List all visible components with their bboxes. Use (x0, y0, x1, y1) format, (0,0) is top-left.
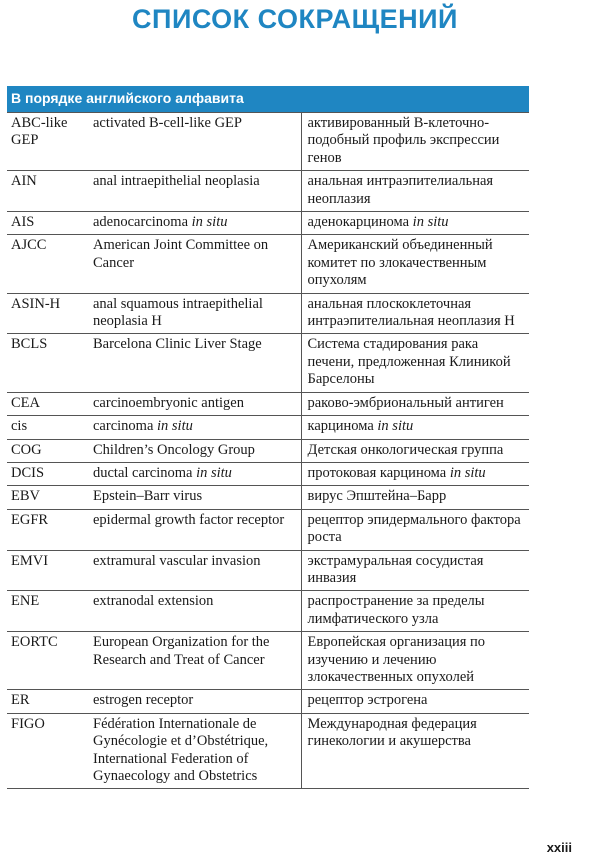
russian-term-cell (301, 439, 529, 462)
abbreviation-cell (7, 486, 91, 509)
russian-term-cell (301, 113, 529, 171)
table-row (7, 334, 529, 392)
english-term-cell-text: extranodal extension (93, 593, 214, 610)
english-term-cell (91, 713, 301, 789)
russian-term-cell-italic: in situ (412, 214, 449, 231)
russian-term-cell-text: аденокарцинома (307, 214, 410, 231)
russian-term-cell-text: экстрамуральная сосудистая инвазия (307, 552, 484, 586)
russian-term-cell-text: Американский объединенный комитет по злокачественным опухолям (307, 237, 493, 289)
russian-term-cell-text: анальная плоскоклеточная интраэпителиальная неоплазия H (307, 295, 515, 330)
russian-term-cell (301, 171, 529, 212)
abbreviation-cell (7, 293, 91, 334)
english-term-cell (91, 550, 301, 591)
abbreviation-cell (7, 235, 91, 293)
english-term-cell (91, 462, 301, 485)
russian-term-cell-text: Система стадирования рака печени, предложенная Клиникой Барселоны (307, 336, 511, 388)
table-row (7, 632, 529, 690)
english-term-cell-text: carcinoembryonic antigen (93, 394, 244, 411)
russian-term-cell (301, 509, 529, 550)
section-header: В порядке английского алфавита (7, 86, 529, 113)
english-term-cell-text: Children’s Oncology Group (93, 441, 255, 458)
english-term-cell (91, 486, 301, 509)
russian-term-cell-text: Детская онкологическая группа (307, 441, 504, 458)
russian-term-cell (301, 591, 529, 632)
abbreviation-cell-text: FIGO (11, 715, 45, 732)
english-term-cell-text: ductal carcinoma (93, 464, 193, 481)
russian-term-cell (301, 293, 529, 334)
table-row (7, 509, 529, 550)
english-term-cell-italic: in situ (196, 464, 232, 481)
english-term-cell-italic: in situ (191, 214, 228, 231)
english-term-cell-text: extramural vascular invasion (93, 552, 261, 569)
russian-term-cell (301, 690, 529, 713)
abbreviation-cell-text: ABC-like GEP (11, 115, 68, 149)
russian-term-cell (301, 392, 529, 415)
abbreviation-cell (7, 392, 91, 415)
english-term-cell (91, 509, 301, 550)
english-term-cell (91, 171, 301, 212)
english-term-cell (91, 113, 301, 171)
russian-term-cell-text: раково-эмбриональный антиген (307, 394, 504, 411)
table-row (7, 235, 529, 293)
english-term-cell-text: European Organization for the Research and Treat of Cancer (93, 634, 270, 668)
page-title: СПИСОК СОКРАЩЕНИЙ (132, 4, 458, 34)
english-term-cell-text: adenocarcinoma (93, 214, 189, 231)
english-term-cell-text: Fédération Internationale de Gynécologie et d’Obstétrique, International Federation of Gynaecology and Obstetrics (93, 715, 269, 784)
abbreviation-cell (7, 462, 91, 485)
russian-term-cell (301, 713, 529, 789)
russian-term-cell (301, 416, 529, 439)
russian-term-cell-text: рецептор эстрогена (307, 692, 428, 709)
english-term-cell (91, 416, 301, 439)
russian-term-cell-text: анальная интраэпителиальная неоплазия (307, 173, 494, 207)
table-row (7, 171, 529, 212)
table-row (7, 690, 529, 713)
abbreviation-cell-text: DCIS (11, 464, 45, 481)
english-term-cell (91, 212, 301, 235)
russian-term-cell-italic: in situ (449, 464, 486, 481)
page-number: xxiii (546, 840, 572, 855)
english-term-cell-text: Barcelona Clinic Liver Stage (93, 336, 262, 353)
table-row (7, 713, 529, 789)
table-row (7, 550, 529, 591)
abbreviation-cell-text: ASIN-H (11, 295, 61, 312)
russian-term-cell (301, 486, 529, 509)
table-row (7, 591, 529, 632)
english-term-cell (91, 632, 301, 690)
english-term-cell (91, 392, 301, 415)
russian-term-cell (301, 462, 529, 485)
russian-term-cell-text: Европейская организация по изучению и лечению злокачественных опухолей (307, 634, 486, 685)
table-row (7, 392, 529, 415)
english-term-cell (91, 690, 301, 713)
section-header-row (7, 86, 529, 113)
abbreviation-cell-text: COG (11, 441, 42, 458)
english-term-cell-text: American Joint Committee on Cancer (93, 237, 269, 271)
english-term-cell (91, 235, 301, 293)
abbreviation-cell-text: EORTC (11, 634, 58, 651)
english-term-cell (91, 334, 301, 392)
abbreviation-cell-text: EGFR (11, 511, 49, 528)
abbreviation-cell (7, 212, 91, 235)
english-term-cell-text: estrogen receptor (93, 692, 194, 709)
table-row (7, 486, 529, 509)
table-row (7, 462, 529, 485)
english-term-cell-text: epidermal growth factor receptor (93, 511, 285, 528)
abbreviation-cell-text: BCLS (11, 336, 48, 353)
table-row (7, 212, 529, 235)
russian-term-cell-text: Международная федерация гинекологии и акушерства (307, 715, 477, 750)
table-row (7, 293, 529, 334)
abbreviation-cell-text: cis (11, 418, 28, 435)
russian-term-cell-text: карцинома (307, 418, 374, 435)
english-term-cell (91, 591, 301, 632)
english-term-cell-text: Epstein–Barr virus (93, 488, 203, 505)
russian-term-cell (301, 212, 529, 235)
english-term-cell-text: anal squamous intraepithelial neoplasia H (93, 295, 263, 330)
abbreviation-cell (7, 171, 91, 212)
english-term-cell-text: anal intraepithelial neoplasia (93, 173, 260, 190)
abbreviation-cell-text: AIN (11, 173, 37, 190)
abbreviation-cell (7, 591, 91, 632)
abbreviation-cell (7, 690, 91, 713)
abbreviation-cell (7, 113, 91, 171)
abbreviation-cell-text: EBV (11, 488, 40, 505)
english-term-cell-italic: in situ (157, 418, 193, 435)
abbreviation-cell (7, 713, 91, 789)
russian-term-cell-text: активированный В-клеточно-подобный профиль экспрессии генов (307, 115, 500, 166)
table-row (7, 439, 529, 462)
table-row (7, 416, 529, 439)
russian-term-cell (301, 550, 529, 591)
abbreviation-cell (7, 334, 91, 392)
abbreviation-cell (7, 416, 91, 439)
abbreviation-cell-text: ENE (11, 593, 40, 610)
russian-term-cell-text: вирус Эпштейна–Барр (307, 488, 447, 505)
abbreviation-cell-text: CEA (11, 394, 40, 411)
abbreviation-cell-text: EMVI (11, 552, 49, 569)
abbreviation-cell-text: ER (11, 692, 30, 709)
russian-term-cell-italic: in situ (377, 418, 414, 435)
abbreviation-cell-text: AJCC (11, 237, 47, 254)
russian-term-cell (301, 334, 529, 392)
english-term-cell-text: activated B-cell-like GEP (93, 115, 242, 131)
abbreviation-cell (7, 632, 91, 690)
abbreviation-cell (7, 550, 91, 591)
abbreviation-cell (7, 439, 91, 462)
english-term-cell (91, 293, 301, 334)
russian-term-cell-text: рецептор эпидермального фактора роста (307, 511, 521, 546)
table-row (7, 113, 529, 171)
russian-term-cell (301, 632, 529, 690)
english-term-cell (91, 439, 301, 462)
abbreviation-cell (7, 509, 91, 550)
english-term-cell-text: carcinoma (93, 418, 154, 435)
russian-term-cell-text: распространение за пределы лимфатического узла (307, 593, 485, 627)
abbreviation-cell-text: AIS (11, 214, 35, 231)
russian-term-cell-text: протоковая карцинома (307, 464, 447, 481)
russian-term-cell (301, 235, 529, 293)
abbreviations-table (7, 86, 529, 789)
